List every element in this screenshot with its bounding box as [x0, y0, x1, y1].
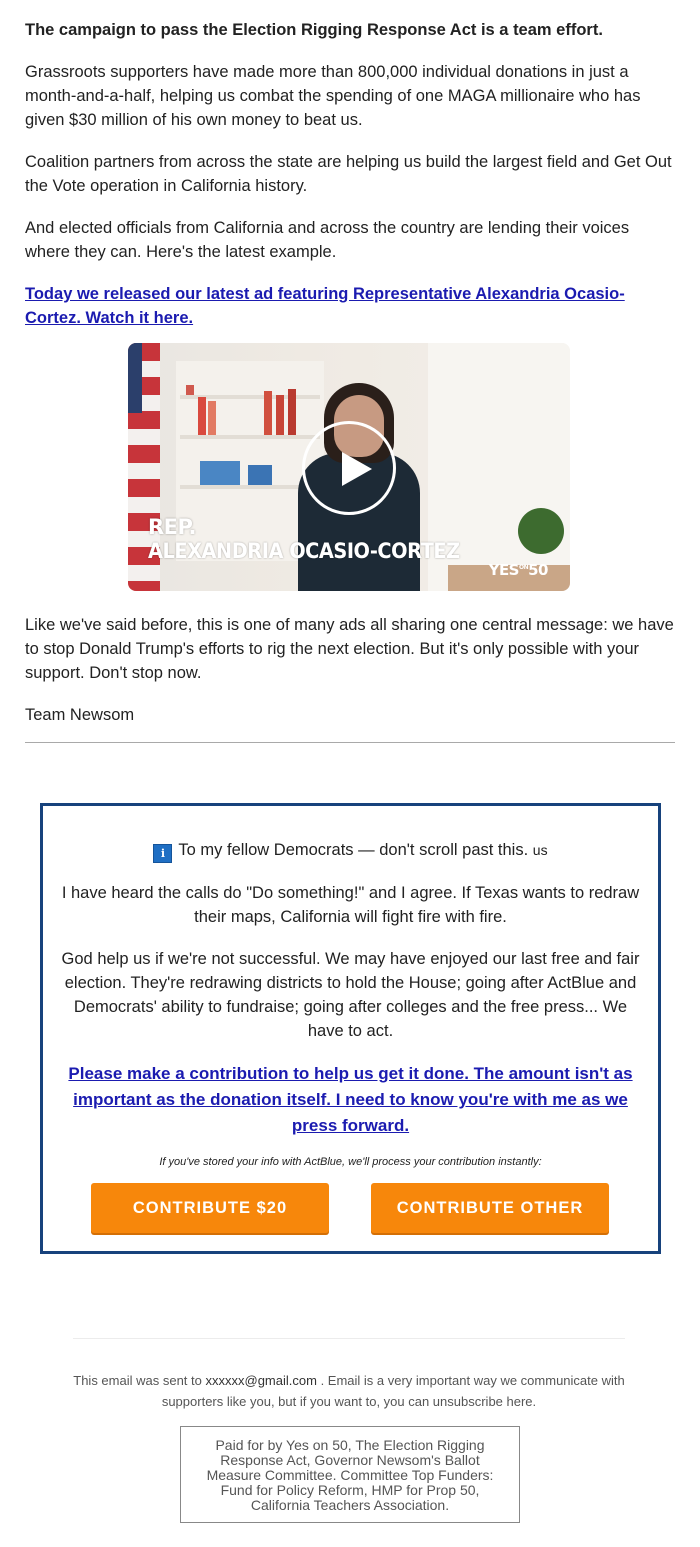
- contribute-20-button[interactable]: CONTRIBUTE $20: [91, 1183, 329, 1233]
- appeal-paragraph-2: God help us if we're not successful. We may have enjoyed our last free and fair election. They're redrawing districts to hold the House; going after ActBlue and Democrats' ability to fundraise; going after colleges and the free press... We have to act.: [61, 950, 640, 1040]
- paid-for-disclaimer: Paid for by Yes on 50, The Election Rigging Response Act, Governor Newsom's Ballot Measure Committee. Committee Top Funders: Fund for Policy Reform, HMP for Prop 50, California Teachers Association.: [180, 1426, 520, 1523]
- video-caption-title: REP.: [148, 515, 197, 539]
- email-closing-section: [25, 613, 675, 727]
- video-book: [200, 461, 240, 485]
- lead-heading: The campaign to pass the Election Rigging Response Act is a team effort.: [25, 21, 603, 39]
- appeal-box: [40, 803, 661, 1254]
- email-body: [25, 16, 675, 330]
- video-shelf: [180, 435, 320, 439]
- footer-notice: This email was sent to xxxxxx@gmail.com . Email is a very important way we communicate with supporters like you, but if you want to, you can unsubscribe here.: [73, 1373, 625, 1409]
- appeal-paragraph-1: I have heard the calls do "Do something!" and I agree. If Texas wants to redraw their maps, California will fight fire with fire.: [61, 884, 640, 926]
- contribution-link[interactable]: Please make a contribution to help us get it done. The amount isn't as important as the donation itself. I need to know you're with me as we press forward.: [68, 1064, 633, 1135]
- video-book: [208, 401, 216, 435]
- video-thumbnail[interactable]: [128, 343, 570, 591]
- video-book: [198, 397, 206, 435]
- video-book: [288, 389, 296, 435]
- appeal-heading: i To my fellow Democrats — don't scroll past this. us: [57, 838, 644, 863]
- play-triangle-icon: [342, 452, 372, 486]
- paragraph-donations: Grassroots supporters have made more than 800,000 individual donations in just a month-and-a-half, helping us combat the spending of one MAGA millionaire who has given $30 million of his own money to beat us.: [25, 63, 641, 129]
- video-book: [186, 385, 194, 395]
- recipient-email: xxxxxx@gmail.com: [205, 1373, 317, 1388]
- appeal-content: [57, 838, 644, 1169]
- divider: [25, 742, 675, 743]
- paragraph-closing: Like we've said before, this is one of many ads all sharing one central message: we have to stop Donald Trump's efforts to rig the next election. But it's only possible with your support. Don't stop now.: [25, 616, 674, 682]
- paragraph-officials: And elected officials from California and across the country are lending their voices where they can. Here's the latest example.: [25, 219, 630, 261]
- play-icon[interactable]: [302, 421, 396, 515]
- video-book: [264, 391, 272, 435]
- info-icon: i: [153, 844, 172, 863]
- contribute-other-button[interactable]: CONTRIBUTE OTHER: [371, 1183, 609, 1233]
- video-caption-name: ALEXANDRIA OCASIO-CORTEZ: [148, 539, 460, 563]
- video-flag-canton: [128, 343, 142, 413]
- ad-link[interactable]: Today we released our latest ad featuring Representative Alexandria Ocasio-Cortez. Watch it here.: [25, 285, 625, 327]
- actblue-note: If you've stored your info with ActBlue, we'll process your contribution instantly:: [159, 1156, 542, 1168]
- paragraph-coalition: Coalition partners from across the state are helping us build the largest field and Get Out the Vote operation in California history.: [25, 153, 672, 195]
- video-book: [276, 395, 284, 435]
- video-book: [248, 465, 272, 485]
- video-brand-logo: $YES^{ON}50$: [488, 561, 548, 579]
- footer-divider: [73, 1338, 625, 1339]
- signature: Team Newsom: [25, 706, 135, 724]
- video-plant: [518, 508, 564, 554]
